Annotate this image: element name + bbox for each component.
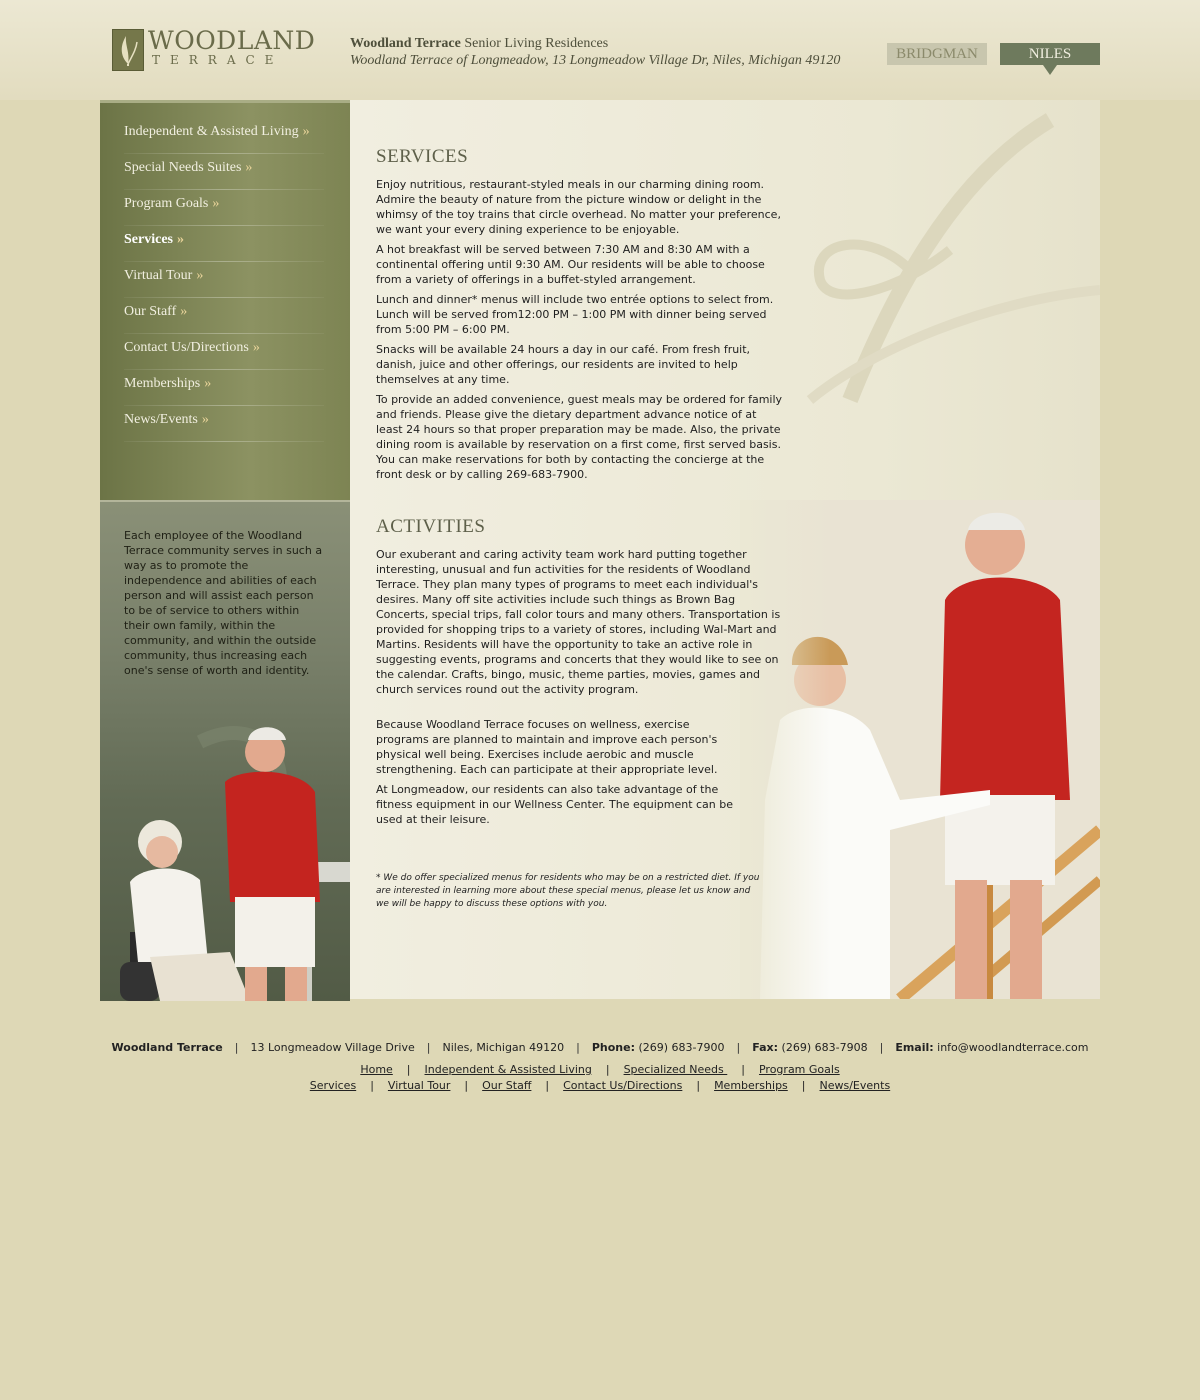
- logo-wordmark: WOODLAND: [148, 26, 316, 55]
- mission-statement: Each employee of the Woodland Terrace community serves in such a way as to promote the independence and abilities of each person and will assist each person to be of service to others within their own family, within the community, and within the outside community, thus increasing each one's sense of worth and identity.: [124, 529, 323, 677]
- nav-arrow-icon: »: [252, 340, 260, 355]
- tagline-text: Senior Living Residences: [460, 36, 609, 51]
- nav-item-services[interactable]: [124, 230, 334, 266]
- nav-arrow-icon: »: [245, 160, 253, 175]
- tagline-brand: Woodland Terrace: [350, 36, 461, 51]
- activities-heading: ACTIVITIES: [376, 516, 486, 537]
- footer-link-our-staff[interactable]: Our Staff: [482, 1079, 532, 1092]
- nav-item-label: Independent & Assisted Living: [124, 124, 299, 139]
- nav-item-label: News/Events: [124, 412, 198, 427]
- nav-arrow-icon: »: [204, 376, 212, 391]
- nav-item-program-goals[interactable]: [124, 194, 334, 230]
- services-paragraph: To provide an added convenience, guest meals may be ordered for family and friends. Please give the dietary department advance notice of at least 24 hours so that proper preparation may be made. Also, the private dining room is available by reservation on a first come, first served basis. You can make reservations for both by contacting the concierge at the front desk or by calling 269-683-7900.: [376, 393, 783, 481]
- services-paragraph: Lunch and dinner* menus will include two entrée options to select from. Lunch will be served from12:00 PM – 1:00 PM with dinner being served from 5:00 PM – 6:00 PM.: [376, 293, 774, 336]
- footer-contact-info: Woodland Terrace | 13 Longmeadow Village Drive | Niles, Michigan 49120 | Phone: (269) 683-7900 | Fax: (269) 683-7908 | Email: info@woodlandterrace.com: [111, 1041, 1089, 1054]
- nav-item-label: Virtual Tour: [124, 268, 193, 283]
- services-heading: SERVICES: [376, 146, 469, 167]
- nav-item-our-staff[interactable]: [124, 302, 334, 338]
- dietary-footnote: * We do offer specialized menus for residents who may be on a restricted diet. If you are interested in learning more about these special menus, please let us know and we will be happy to discuss these options with you.: [376, 873, 760, 909]
- physical-therapy-photo: [740, 500, 1100, 999]
- sidebar-mission-panel: [100, 500, 350, 1001]
- activities-paragraph: Because Woodland Terrace focuses on wellness, exercise programs are planned to maintain and improve each person's physical well being. Exercises include aerobic and muscle strengthening. Each can participate at their appropriate level.: [376, 718, 718, 776]
- nav-item-label: Services: [124, 232, 173, 247]
- footer-name: Woodland Terrace: [111, 1041, 223, 1054]
- location-address: Woodland Terrace of Longmeadow, 13 Longmeadow Village Dr, Niles, Michigan 49120: [350, 53, 841, 68]
- footer-phone-label: Phone:: [591, 1041, 635, 1054]
- footer-link-independent-assisted-living[interactable]: Independent & Assisted Living: [424, 1063, 592, 1076]
- nav-item-memberships[interactable]: [124, 374, 334, 410]
- nav-arrow-icon: »: [180, 304, 188, 319]
- nav-item-label: Contact Us/Directions: [124, 340, 249, 355]
- footer-links-row-2: Services | Virtual Tour | Our Staff | Contact Us/Directions | Memberships | News/Events: [309, 1079, 891, 1092]
- footer-link-memberships[interactable]: Memberships: [714, 1079, 788, 1092]
- header: [0, 0, 1200, 100]
- services-paragraph: Snacks will be available 24 hours a day in our café. From fresh fruit, danish, juice and other offerings, our residents are invited to help themselves at any time.: [376, 343, 751, 386]
- location-tab-niles[interactable]: NILES: [1000, 43, 1100, 65]
- nav-arrow-icon: »: [201, 412, 209, 427]
- footer-phone: (269) 683-7900: [638, 1041, 725, 1054]
- footer-link-program-goals[interactable]: Program Goals: [758, 1063, 840, 1076]
- nav-item-special-needs-suites[interactable]: [124, 158, 334, 194]
- footer-fax-label: Fax:: [752, 1041, 779, 1054]
- sidebar-nav: [100, 100, 350, 503]
- footer-links-row-1: Home | Independent & Assisted Living | Specialized Needs | Program Goals: [360, 1063, 840, 1076]
- nav-item-label: Memberships: [124, 376, 201, 391]
- services-paragraph: A hot breakfast will be served between 7:30 AM and 8:30 AM with a continental offering until 9:30 AM. Our residents will be able to choose from a variety of offerings in a buffet-styled arrangement.: [376, 243, 765, 286]
- footer-email: info@woodlandterrace.com: [937, 1041, 1089, 1054]
- site-logo[interactable]: [112, 26, 316, 72]
- nav-item-label: Program Goals: [124, 196, 209, 211]
- main-content: [350, 100, 1100, 999]
- nav-item-news-events[interactable]: [124, 410, 334, 446]
- activities-paragraph: At Longmeadow, our residents can also take advantage of the fitness equipment in our Wellness Center. The equipment can be used at their leisure.: [376, 783, 734, 826]
- footer-city: Niles, Michigan 49120: [442, 1041, 565, 1054]
- nav-item-label: Our Staff: [124, 304, 177, 319]
- nav-arrow-icon: »: [212, 196, 220, 211]
- nav-arrow-icon: »: [302, 124, 310, 139]
- footer-link-news-events[interactable]: News/Events: [819, 1079, 891, 1092]
- nav-item-virtual-tour[interactable]: [124, 266, 334, 302]
- activities-paragraph: Our exuberant and caring activity team work hard putting together interesting, unusual and fun activities for the residents of Woodland Terrace. They plan many types of programs to meet each individual's desires. Many off site activities include such things as Brown Bag Concerts, special trips, fall color tours and many others. Transportation is provided for shopping trips to a variety of stores, including Wal-Mart and Martins. Residents will have the opportunity to take an active role in suggesting events, programs and concerts that they would like to see on the calendar. Crafts, bingo, music, theme parties, movies, games and church services round out the activity program.: [376, 548, 781, 696]
- services-paragraph: Enjoy nutritious, restaurant-styled meals in our charming dining room. Admire the beauty of nature from the picture window or delight in the whimsy of the toy trains that circle overhead. No matter your preference, we want your every dining experience to be enjoyable.: [376, 178, 781, 236]
- residents-exercise-photo: [100, 702, 350, 1001]
- footer-street: 13 Longmeadow Village Drive: [250, 1041, 415, 1054]
- nav-item-contact-us-directions[interactable]: [124, 338, 334, 374]
- footer-link-virtual-tour[interactable]: Virtual Tour: [387, 1079, 451, 1092]
- footer-fax: (269) 683-7908: [781, 1041, 868, 1054]
- nav-item-independent-assisted-living[interactable]: [124, 122, 334, 158]
- logo-subtitle: TERRACE: [152, 53, 284, 67]
- nav-item-label: Special Needs Suites: [124, 160, 242, 175]
- leaf-logo-icon: [112, 29, 144, 71]
- footer-link-specialized-needs[interactable]: Specialized Needs: [623, 1063, 728, 1076]
- footer-link-contact-us-directions[interactable]: Contact Us/Directions: [563, 1079, 683, 1092]
- footer-link-home[interactable]: Home: [360, 1063, 393, 1076]
- footer-email-label: Email:: [895, 1041, 934, 1054]
- site-tagline: [350, 36, 608, 52]
- nav-arrow-icon: »: [176, 232, 184, 247]
- footer-link-services[interactable]: Services: [309, 1079, 357, 1092]
- location-tab-bridgman[interactable]: BRIDGMAN: [887, 43, 987, 65]
- script-watermark-decoration: [790, 100, 1100, 420]
- nav-arrow-icon: »: [196, 268, 204, 283]
